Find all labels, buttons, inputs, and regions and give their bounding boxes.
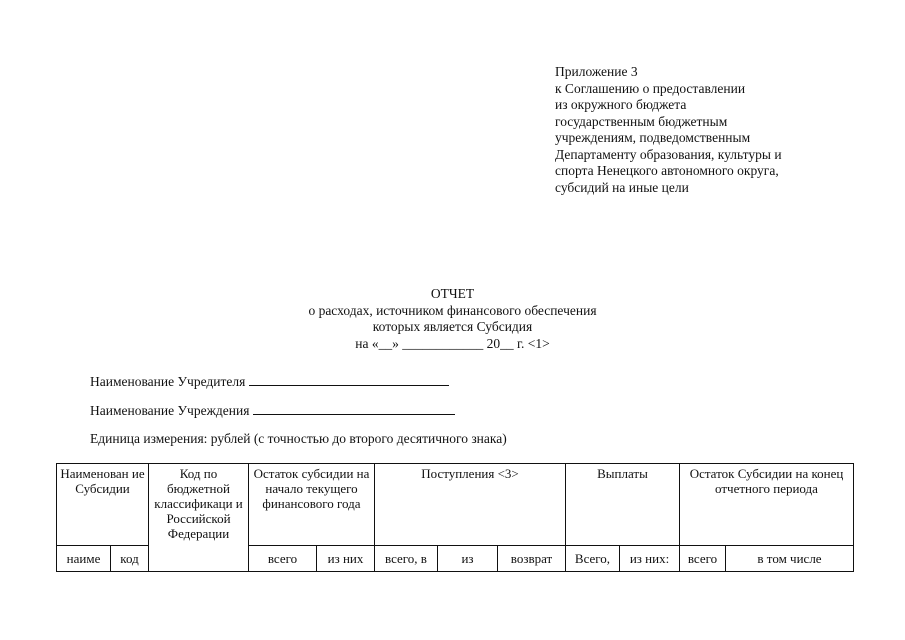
report-table (56, 463, 854, 572)
report-subtitle-line: которых является Субсидия (372, 319, 533, 334)
appendix-line: учреждениям, подведомственным (555, 130, 751, 145)
header-budget-code: Код по бюджетной классификаци и Российской Федерации (149, 464, 249, 572)
report-heading: ОТЧЕТ (430, 286, 475, 301)
appendix-line: Департаменту образования, культуры и (555, 146, 782, 162)
report-date-line: на «__» ____________ 20__ г. <1> (355, 335, 550, 351)
subheader-end-including: в том числе (726, 546, 854, 572)
subheader-code: код (111, 546, 149, 572)
subheader-receipts-return: возврат (498, 546, 566, 572)
report-title (200, 286, 705, 352)
institution-label: Наименование Учреждения (90, 403, 250, 418)
subheader-receipts-from: из (438, 546, 498, 572)
appendix-note (555, 64, 855, 196)
appendix-line: субсидий на иные цели (555, 179, 689, 195)
appendix-line: Приложение 3 (555, 64, 638, 79)
founder-field (90, 373, 449, 390)
subheader-receipts-total: всего, в (375, 546, 438, 572)
report-subtitle-line: о расходах, источником финансового обеспечения (308, 302, 597, 318)
header-balance-start: Остаток субсидии на начало текущего финансового года (249, 464, 375, 546)
unit-label: Единица измерения: рублей (с точностью до второго десятичного знака) (90, 431, 507, 446)
header-balance-end: Остаток Субсидии на конец отчетного периода (680, 464, 854, 546)
table-header-row (57, 464, 854, 546)
subheader-end-total: всего (680, 546, 726, 572)
appendix-line: спорта Ненецкого автономного округа, (555, 163, 779, 178)
appendix-line: государственным бюджетным (555, 113, 728, 129)
header-payments: Выплаты (566, 464, 680, 546)
unit-field (90, 431, 507, 447)
subheader-payments-of-which: из них: (620, 546, 680, 572)
subheader-name: наиме (57, 546, 111, 572)
institution-field (90, 402, 455, 419)
subheader-balance-total: всего (249, 546, 317, 572)
founder-label: Наименование Учредителя (90, 374, 246, 389)
appendix-line: к Соглашению о предоставлении (555, 80, 746, 96)
subheader-payments-total: Всего, (566, 546, 620, 572)
founder-blank-line[interactable] (249, 373, 449, 386)
subheader-balance-of-which: из них (317, 546, 375, 572)
header-receipts: Поступления <3> (375, 464, 566, 546)
appendix-line: из окружного бюджета (555, 97, 687, 112)
institution-blank-line[interactable] (253, 402, 455, 415)
header-subsidy-name: Наименован ие Субсидии (57, 464, 149, 546)
